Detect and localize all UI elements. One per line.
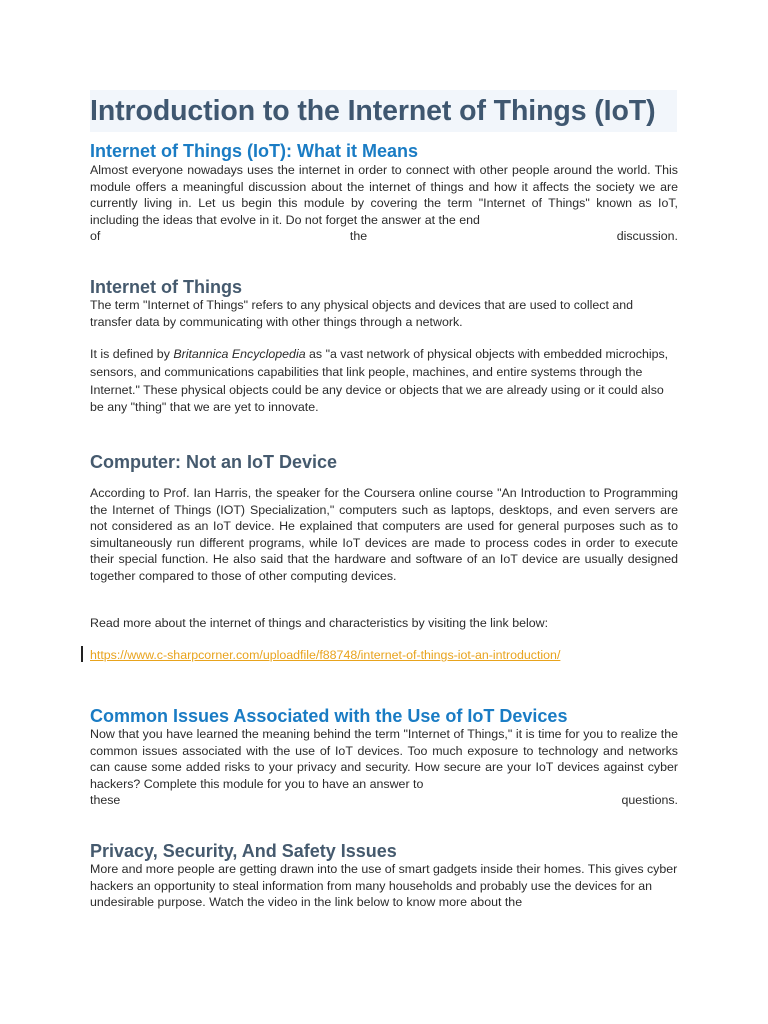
article-link[interactable]: https://www.c-sharpcorner.com/uploadfile/f88748/internet-of-things-iot-an-introduction/ xyxy=(90,648,561,662)
section-heading-computer-not-iot: Computer: Not an IoT Device xyxy=(90,452,338,472)
section-heading-privacy-security: Privacy, Security, And Safety Issues xyxy=(90,841,397,861)
word-the: the xyxy=(349,229,368,243)
read-more-paragraph: Read more about the internet of things and characteristics by visiting the link below: xyxy=(90,616,549,630)
page-title: Introduction to the Internet of Things (IoT) xyxy=(90,90,677,132)
word-questions: questions. xyxy=(621,793,678,807)
britannica-pre: It is defined by xyxy=(90,347,174,361)
britannica-post: as "a vast network of physical objects with embedded microchips, sensors, and communications capabilities that link people, machines, and entire systems through the Internet." These physical objects could be any device or objects that we are already using or it could also be any "thing" that we are yet to innovate. xyxy=(90,347,669,415)
section-body-last-line xyxy=(90,228,678,245)
section-heading-iot-meaning: Internet of Things (IoT): What it Means xyxy=(90,141,418,161)
section-heading-internet-of-things: Internet of Things xyxy=(90,277,242,297)
section-body-iot-meaning xyxy=(90,162,678,228)
word-discussion: discussion. xyxy=(616,229,678,243)
britannica-paragraph xyxy=(90,346,678,417)
common-issues-paragraph: Now that you have learned the meaning behind the term "Internet of Things," it is time for you to realize the common issues associated with the use of IoT devices. Too much exposure to technology and networks can cause some added risks to your privacy and security. How secure are your IoT devices against cyber hackers? Complete this module for you to have an answer to xyxy=(90,727,678,791)
definition-paragraph: The term "Internet of Things" refers to any physical objects and devices that are used to collect and transfer data by communicating with other things through a network. xyxy=(90,298,634,329)
common-issues-last-line xyxy=(90,792,678,809)
paragraph-text: Almost everyone nowadays uses the internet in order to connect with other people around the world. This module offers a meaningful discussion about the internet of things and how it affects the society we are currently living in. Let us begin this module by covering the term "Internet of Things" known as IoT, including the ideas that evolve in it. Do not forget the answer at the end xyxy=(90,163,678,227)
privacy-paragraph: More and more people are getting drawn into the use of smart gadgets inside their homes. This gives cyber hackers an opportunity to steal information from many households and probably use the devices for an undesirable purpose. Watch the video in the link below to know more about the xyxy=(90,862,678,909)
harris-paragraph: According to Prof. Ian Harris, the speaker for the Coursera online course "An Introduction to Programming the Internet of Things (IOT) Specialization," computers such as laptops, desktops, and even servers are not considered as an IoT device. He explained that computers are used for general purposes such as to simultaneously run different programs, while IoT devices are made to process codes in order to execute their special function. He also said that the hardware and software of an IoT device are usually designed together compared to those of other computing devices. xyxy=(90,486,678,583)
word-these: these xyxy=(90,793,121,807)
word-of: of xyxy=(90,229,101,243)
text-cursor xyxy=(81,646,83,662)
britannica-title: Britannica Encyclopedia xyxy=(173,347,306,361)
section-heading-common-issues: Common Issues Associated with the Use of IoT Devices xyxy=(90,706,568,726)
